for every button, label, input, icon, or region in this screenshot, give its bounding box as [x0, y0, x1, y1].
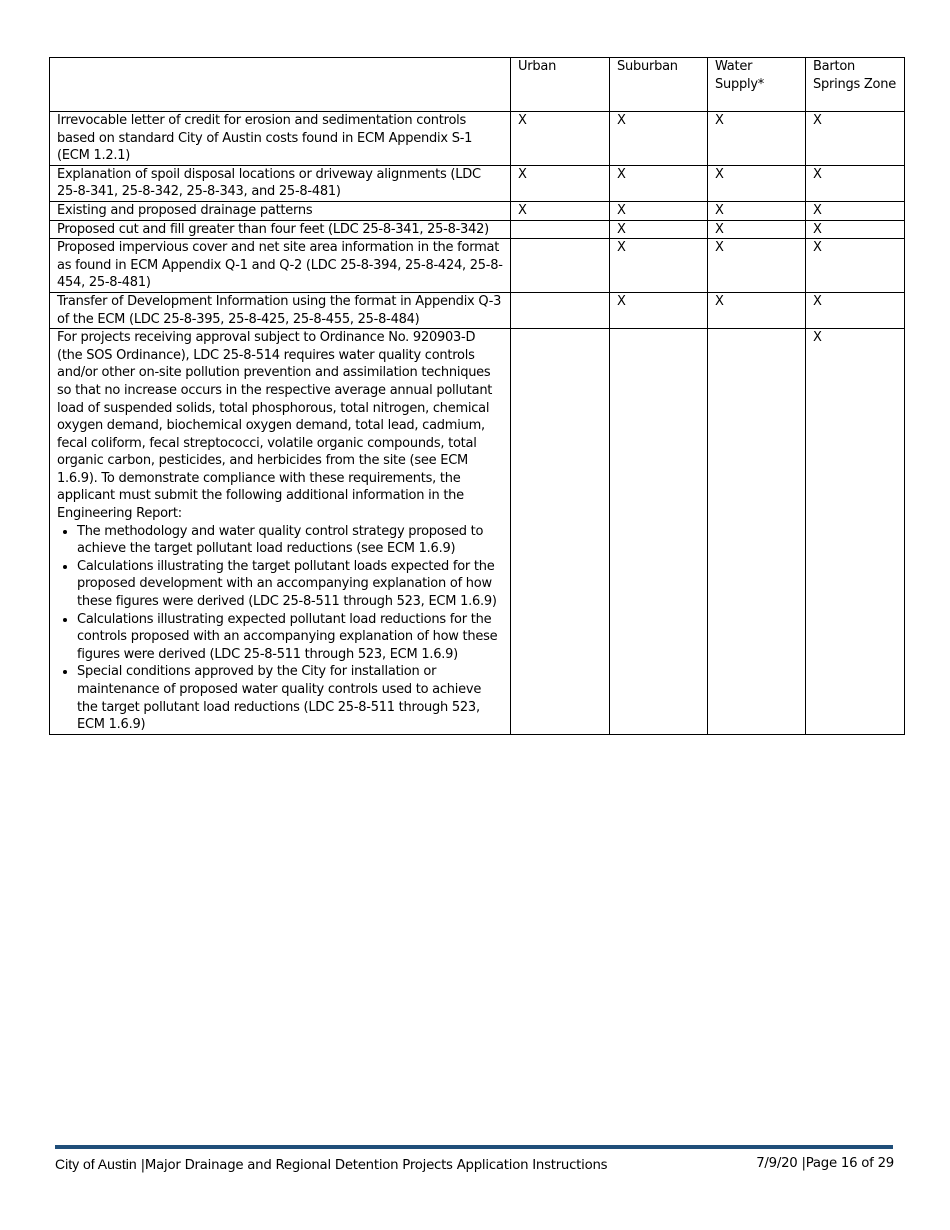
mark-suburban: X [610, 220, 708, 239]
table-row [50, 329, 905, 735]
mark-urban [511, 239, 610, 293]
mark-urban [511, 329, 610, 735]
header-barton-springs-zone: Barton Springs Zone [806, 58, 905, 112]
footer-left [55, 1156, 607, 1173]
mark-suburban [610, 329, 708, 735]
mark-barton-springs: X [806, 165, 905, 201]
footer-page-number: Page 16 of 29 [805, 1156, 894, 1171]
mark-urban [511, 292, 610, 328]
footer-separator: | [797, 1156, 806, 1171]
table-row [50, 239, 905, 293]
footer-date: 7/9/20 [756, 1156, 798, 1171]
mark-barton-springs: X [806, 112, 905, 166]
table-row [50, 112, 905, 166]
mark-barton-springs: X [806, 220, 905, 239]
row-description: Transfer of Development Information using the format in Appendix Q-3 of the ECM (LDC 25-8-395, 25-8-425, 25-8-455, 25-8-484) [50, 292, 511, 328]
footer-right [756, 1156, 894, 1171]
mark-urban: X [511, 201, 610, 220]
row-description: Proposed cut and fill greater than four feet (LDC 25-8-341, 25-8-342) [50, 220, 511, 239]
mark-suburban: X [610, 201, 708, 220]
mark-suburban: X [610, 112, 708, 166]
footer-org: City of Austin [55, 1156, 137, 1172]
row-description-sos [50, 329, 511, 735]
row-description: Proposed impervious cover and net site area information in the format as found in ECM Appendix Q-1 and Q-2 (LDC 25-8-394, 25-8-424, 25-8-454, 25-8-481) [50, 239, 511, 293]
header-suburban: Suburban [610, 58, 708, 112]
mark-suburban: X [610, 239, 708, 293]
mark-water-supply [708, 329, 806, 735]
mark-water-supply: X [708, 239, 806, 293]
mark-barton-springs: X [806, 329, 905, 735]
header-description [50, 58, 511, 112]
sos-bullet-list [57, 523, 503, 734]
sos-intro-text: For projects receiving approval subject to Ordinance No. 920903-D (the SOS Ordinance), LDC 25-8-514 requires water quality controls and/or other on-site pollution prevention and assimilation techniques so that no increase occurs in the respective average annual pollutant load of suspended solids, total phosphorous, total nitrogen, chemical oxygen demand, biochemical oxygen demand, total lead, cadmium, fecal coliform, fecal streptococci, volatile organic compounds, total organic carbon, pesticides, and herbicides from the site (see ECM 1.6.9). To demonstrate compliance with these requirements, the applicant must submit the following additional information in the Engineering Report: [57, 330, 493, 522]
list-item: • The methodology and water quality control strategy proposed to achieve the target pollutant load reductions (see ECM 1.6.9) [77, 523, 503, 558]
row-description: Irrevocable letter of credit for erosion and sedimentation controls based on standard City of Austin costs found in ECM Appendix S-1 (ECM 1.2.1) [50, 112, 511, 166]
mark-barton-springs: X [806, 239, 905, 293]
mark-suburban: X [610, 165, 708, 201]
header-urban: Urban [511, 58, 610, 112]
footer-rule [55, 1145, 893, 1149]
requirements-table [49, 57, 905, 735]
mark-suburban: X [610, 292, 708, 328]
row-description: Explanation of spoil disposal locations or driveway alignments (LDC 25-8-341, 25-8-342, 25-8-343, and 25-8-481) [50, 165, 511, 201]
list-item: • Special conditions approved by the City for installation or maintenance of proposed water quality controls used to achieve the target pollutant load reductions (LDC 25-8-511 through 523, ECM 1.6.9) [77, 663, 503, 733]
table-row [50, 165, 905, 201]
mark-water-supply: X [708, 201, 806, 220]
footer-separator: | [136, 1158, 145, 1173]
table-row [50, 201, 905, 220]
header-row [50, 58, 905, 112]
mark-urban [511, 220, 610, 239]
mark-water-supply: X [708, 220, 806, 239]
mark-barton-springs: X [806, 292, 905, 328]
table-row [50, 220, 905, 239]
mark-water-supply: X [708, 112, 806, 166]
list-item: • Calculations illustrating the target pollutant loads expected for the proposed development with an accompanying explanation of how these figures were derived (LDC 25-8-511 through 523, ECM 1.6.9) [77, 558, 503, 611]
mark-water-supply: X [708, 165, 806, 201]
mark-urban: X [511, 165, 610, 201]
table-row [50, 292, 905, 328]
header-water-supply: Water Supply* [708, 58, 806, 112]
mark-urban: X [511, 112, 610, 166]
list-item: • Calculations illustrating expected pollutant load reductions for the controls proposed with an accompanying explanation of how these figures were derived (LDC 25-8-511 through 523, ECM 1.6.9) [77, 611, 503, 664]
mark-water-supply: X [708, 292, 806, 328]
row-description: Existing and proposed drainage patterns [50, 201, 511, 220]
footer-doc-title: Major Drainage and Regional Detention Projects Application Instructions [144, 1158, 608, 1173]
mark-barton-springs: X [806, 201, 905, 220]
